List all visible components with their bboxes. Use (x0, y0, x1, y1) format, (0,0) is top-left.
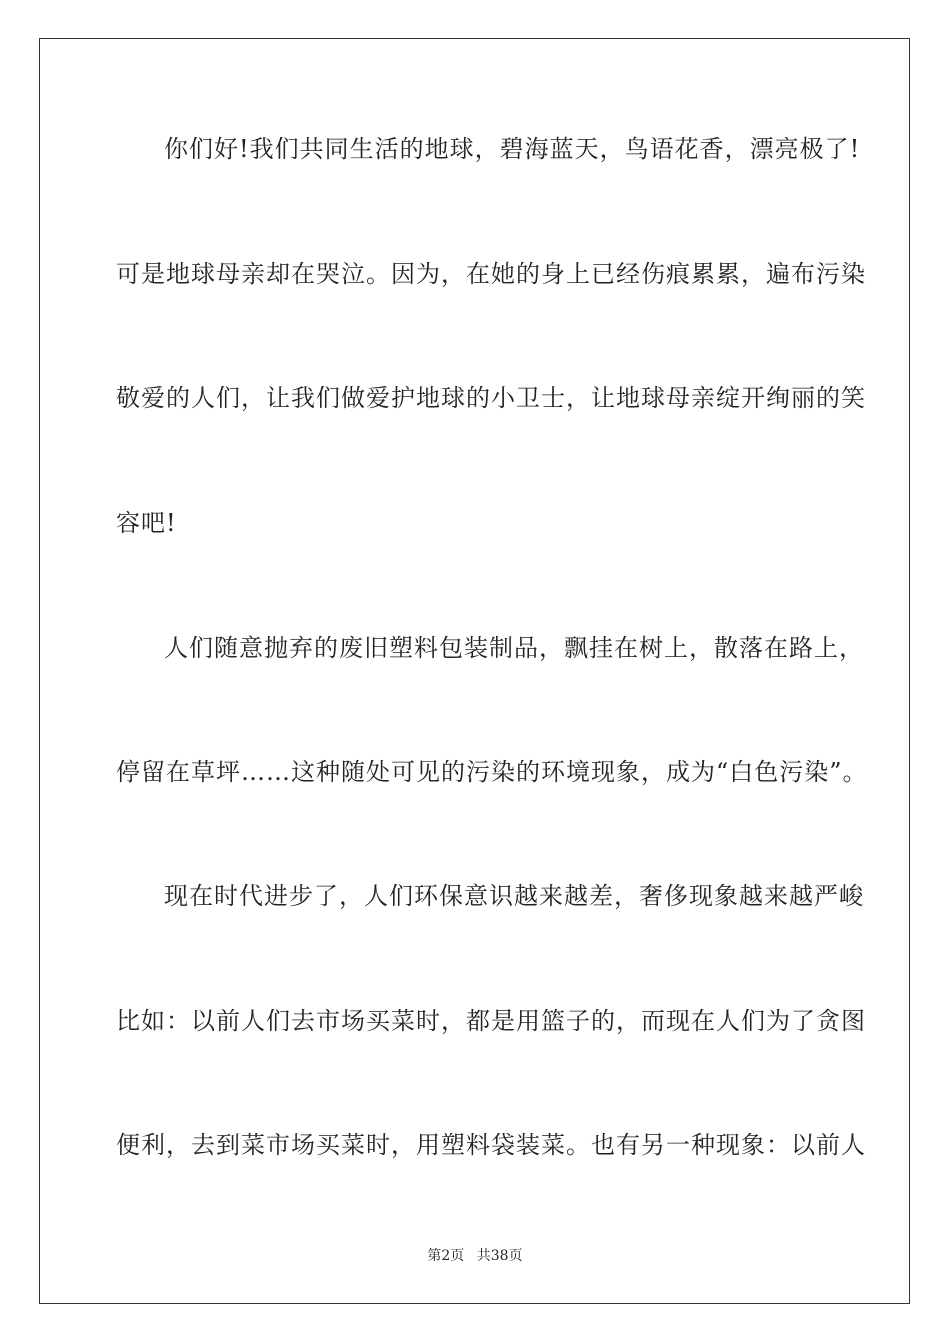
page-border (39, 38, 910, 1304)
page-number: 第2页 (427, 1248, 465, 1264)
text-line-3: 敬爱的人们，让我们做爱护地球的小卫士，让地球母亲绽开绚丽的笑 (116, 384, 866, 412)
text-line-1: 你们好!我们共同生活的地球，碧海蓝天，鸟语花香，漂亮极了! (164, 135, 861, 163)
page-footer (0, 1247, 950, 1265)
text-line-4: 容吧! (116, 509, 177, 537)
text-line-6: 停留在草坪……这种随处可见的污染的环境现象，成为“白色污染”。 (116, 758, 868, 786)
text-line-5: 人们随意抛弃的废旧塑料包装制品，飘挂在树上，散落在路上， (164, 634, 864, 662)
text-line-8: 比如：以前人们去市场买菜时，都是用篮子的，而现在人们为了贪图 (116, 1007, 866, 1035)
text-line-2: 可是地球母亲却在哭泣。因为，在她的身上已经伤痕累累，遍布污染 (116, 260, 866, 288)
text-line-9: 便利，去到菜市场买菜时，用塑料袋装菜。也有另一种现象：以前人 (116, 1131, 866, 1159)
text-line-7: 现在时代进步了，人们环保意识越来越差，奢侈现象越来越严峻 (164, 882, 864, 910)
page-total: 共38页 (476, 1248, 523, 1264)
